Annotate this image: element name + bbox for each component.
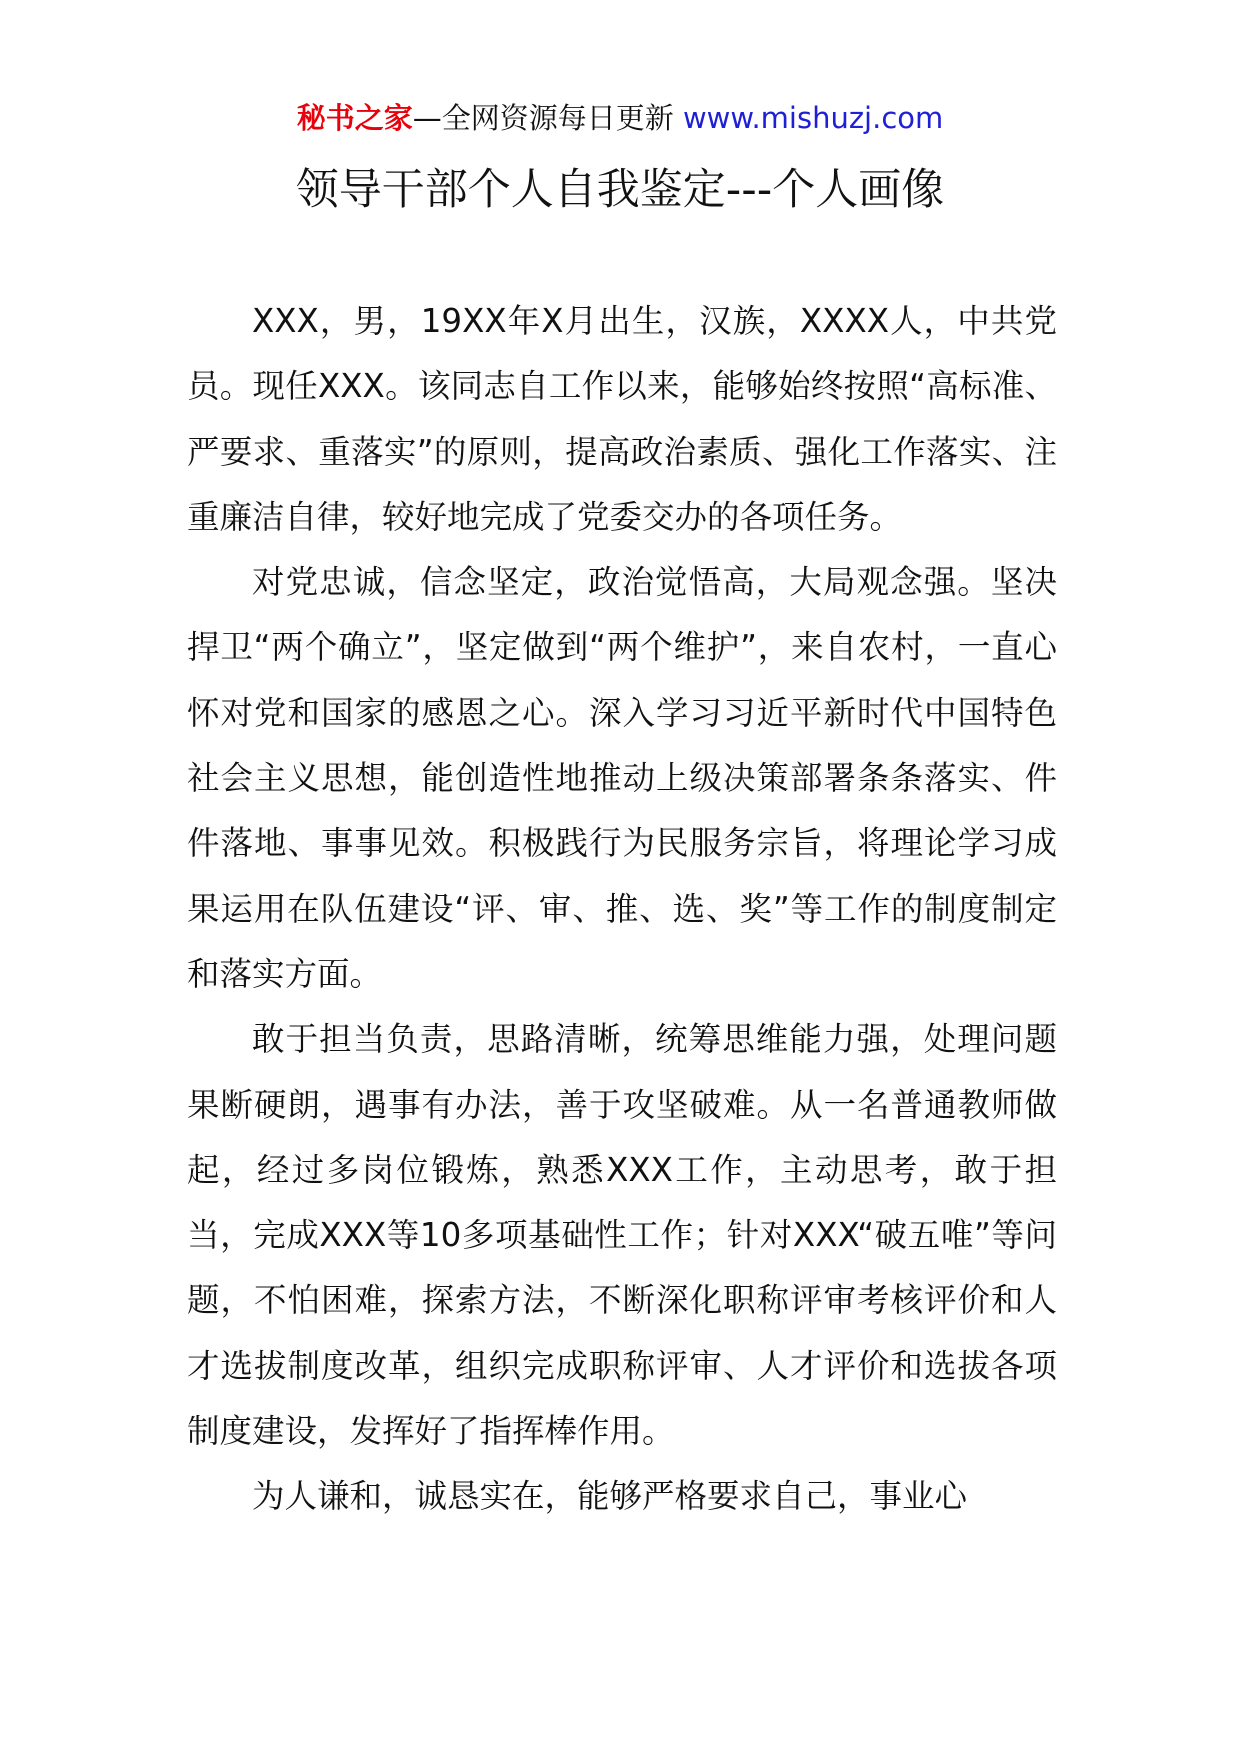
paragraph-political-loyalty: 对党忠诚，信念坚定，政治觉悟高，大局观念强。坚决捍卫“两个确立”，坚定做到“两个维护”，来自农村，一直心怀对党和国家的感恩之心。深入学习习近平新时代中国特色社会主义思想，能创造性地推动上级决策部署条条落实、件件落地、事事见效。积极践行为民服务宗旨，将理论学习成果运用在队伍建设“评、审、推、选、奖”等工作的制度制定和落实方面。 xyxy=(187,563,1057,993)
paragraph-responsibility: 敢于担当负责，思路清晰，统筹思维能力强，处理问题果断硬朗，遇事有办法，善于攻坚破难。从一名普通教师做起，经过多岗位锻炼，熟悉XXX工作，主动思考，敢于担当，完成XXX等10多项基础性工作；针对XXX“破五唯”等问题，不怕困难，探索方法，不断深化职称评审考核评价和人才选拔制度改革，组织完成职称评审、人才评价和选拔各项制度建设，发挥好了指挥棒作用。 xyxy=(187,1020,1057,1451)
document-title: 领导干部个人自我鉴定---个人画像 xyxy=(295,165,945,215)
paragraph-basic-info: XXX，男，19XX年X月出生，汉族，XXXX人，中共党员。现任XXX。该同志自工作以来，能够始终按照“高标准、严要求、重落实”的原则，提高政治素质、强化工作落实、注重廉洁自律，较好地完成了党委交办的各项任务。 xyxy=(187,302,1057,536)
document-body xyxy=(187,289,1057,1530)
paragraph-character: 为人谦和，诚恳实在，能够严格要求自己，事业心 xyxy=(252,1477,968,1516)
site-header xyxy=(0,98,1240,138)
header-slogan: —全网资源每日更新 xyxy=(412,101,674,135)
site-url-link[interactable]: www.mishuzj.com xyxy=(682,101,944,135)
brand-name: 秘书之家 xyxy=(296,101,413,135)
